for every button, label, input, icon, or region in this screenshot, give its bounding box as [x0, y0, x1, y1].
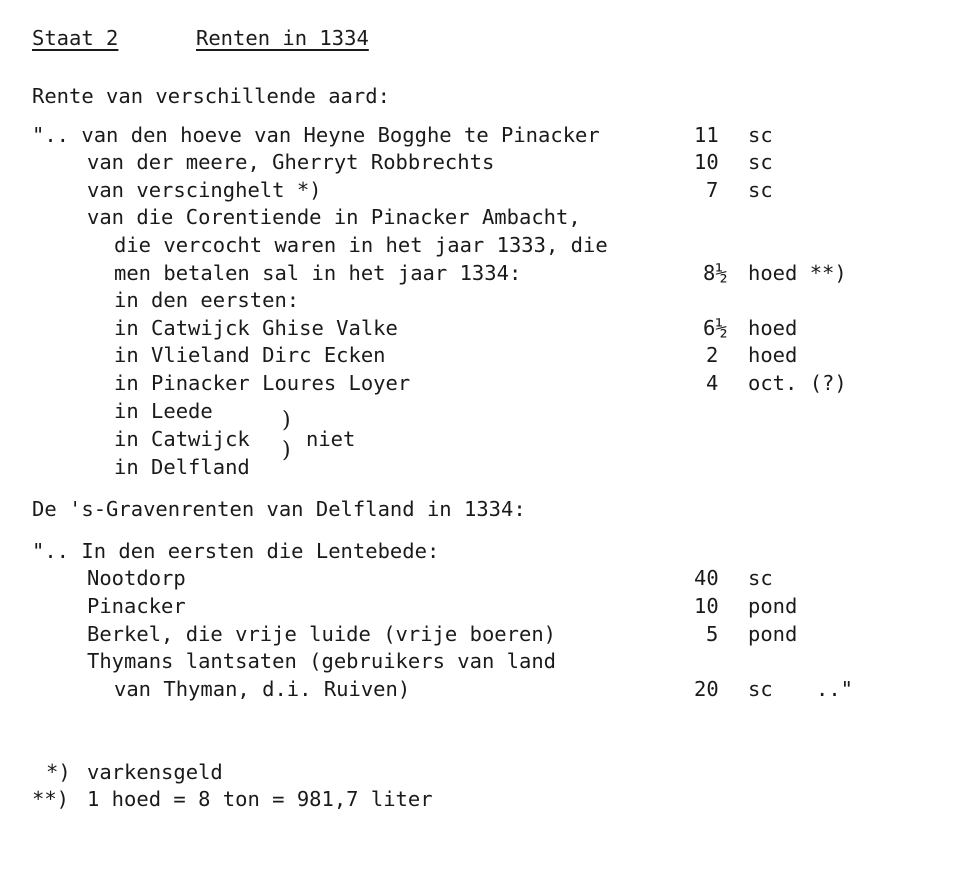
- section1-row-unit: oct. (?): [748, 371, 847, 395]
- section2-row-unit: pond: [748, 594, 798, 618]
- section1-heading: Rente van verschillende aard:: [32, 84, 390, 108]
- group-item: in Leede: [114, 399, 213, 423]
- section2-row-amount: 5: [706, 622, 719, 646]
- section1-row-amount: 7: [706, 178, 719, 202]
- section2-row-text: Berkel, die vrije luide (vrije boeren): [87, 622, 556, 646]
- section1-row-unit: sc: [748, 123, 773, 147]
- section1-row-text: van die Corentiende in Pinacker Ambacht,: [87, 205, 581, 229]
- section1-row-unit: hoed: [748, 343, 798, 367]
- section1-row-amount: 2: [706, 343, 719, 367]
- section2-row-unit: pond: [748, 622, 798, 646]
- section1-row-text: die vercocht waren in het jaar 1333, die: [114, 233, 608, 257]
- section1-row-text: in den eersten:: [114, 288, 300, 312]
- group-item: in Delfland: [114, 455, 250, 479]
- brace-lower-glyph: ): [282, 438, 291, 463]
- group-item: in Catwijck: [114, 427, 250, 451]
- section1-row-text: in Vlieland Dirc Ecken: [114, 343, 386, 367]
- section1-row-unit: sc: [748, 178, 773, 202]
- section1-row-text: in Pinacker Loures Loyer: [114, 371, 411, 395]
- group-label: niet: [306, 427, 356, 451]
- section1-row-text: in Catwijck Ghise Valke: [114, 316, 398, 340]
- section2-row-amount: 10: [694, 594, 719, 618]
- section1-row-amount: 8½: [703, 261, 728, 285]
- section1-row-unit: sc: [748, 150, 773, 174]
- section2-row-text: van Thyman, d.i. Ruiven): [114, 677, 411, 701]
- page-title: Renten in 1334: [196, 26, 369, 50]
- section1-row-unit: hoed **): [748, 261, 847, 285]
- section1-row-text: van verscinghelt *): [87, 178, 322, 202]
- footnote-text: varkensgeld: [87, 760, 223, 784]
- section2-row-amount: 40: [694, 566, 719, 590]
- section1-row-amount: 10: [694, 150, 719, 174]
- section2-heading: De 's-Gravenrenten van Delfland in 1334:: [32, 497, 526, 521]
- section2-row-text: Nootdorp: [87, 566, 186, 590]
- footnote-mark: *): [46, 760, 71, 784]
- section1-row-amount: 6½: [703, 316, 728, 340]
- section1-row-unit: hoed: [748, 316, 798, 340]
- footnote-text: 1 hoed = 8 ton = 981,7 liter: [87, 787, 433, 811]
- footnote-mark: **): [32, 787, 70, 811]
- section2-row-unit: sc: [748, 566, 773, 590]
- section2-row-text: Pinacker: [87, 594, 186, 618]
- brace-upper-glyph: ): [282, 408, 291, 433]
- staat-label: Staat 2: [32, 26, 119, 50]
- closing-quote: ..": [816, 677, 854, 701]
- section1-row-text: van der meere, Gherryt Robbrechts: [87, 150, 495, 174]
- section2-row-amount: 20: [694, 677, 719, 701]
- section1-row-amount: 4: [706, 371, 719, 395]
- section2-row-unit: sc: [748, 677, 773, 701]
- section2-row-text: Thymans lantsaten (gebruikers van land: [87, 649, 556, 673]
- section1-row-text: ".. van den hoeve van Heyne Bogghe te Pinacker: [32, 123, 600, 147]
- section1-row-amount: 11: [694, 123, 719, 147]
- section2-row-text: ".. In den eersten die Lentebede:: [32, 539, 440, 563]
- section1-row-text: men betalen sal in het jaar 1334:: [114, 261, 522, 285]
